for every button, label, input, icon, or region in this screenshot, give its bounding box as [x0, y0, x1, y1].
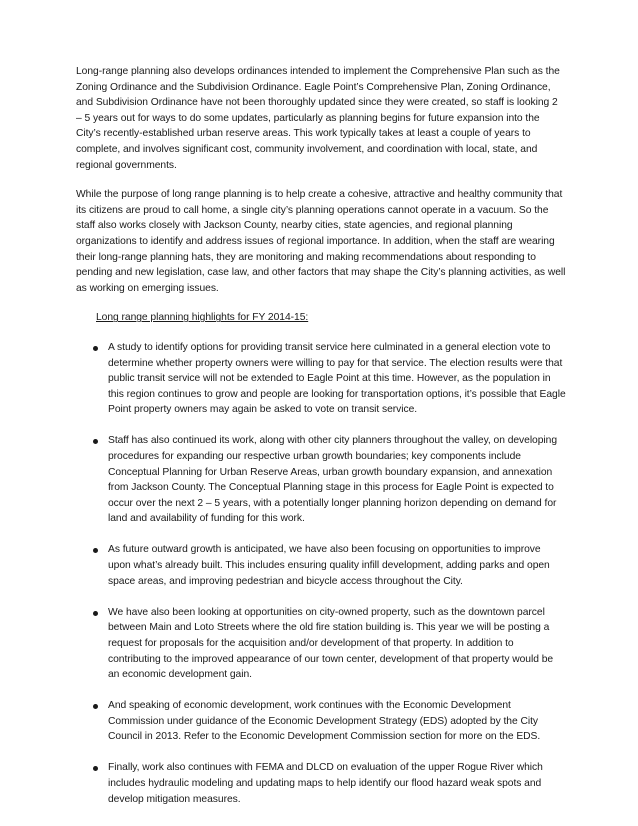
paragraph-ordinances: Long-range planning also develops ordinances intended to implement the Comprehensive Plan such as the Zoning Ordinance and the Subdivision Ordinance. Eagle Point’s Comprehensive Plan, Zoning Ordinance, and Subdivision Ordinance have not been thoroughly updated since they were created, so staff is looking 2 – 5 years out for ways to do some updates, particularly as planning begins for future expansion into the City’s recently-established urban reserve areas. This work typically takes at least a couple of years to complete, and involves significant cost, community involvement, and coordination with local, state, and regional governments. — [76, 66, 560, 171]
list-item — [76, 542, 566, 589]
highlights-list — [76, 340, 566, 807]
bullet-icon — [93, 439, 98, 444]
list-item — [76, 340, 566, 418]
list-item-text: We have also been looking at opportunities on city-owned property, such as the downtown parcel between Main and Loto Streets where the old fire station building is. This year we will be posting a request for proposals for the acquisition and/or development of that property. In addition to contributing to the improved appearance of our town center, development of that property would be an economic development gain. — [108, 606, 554, 681]
list-item-text: And speaking of economic development, work continues with the Economic Development Commission under guidance of the Economic Development Strategy (EDS) adopted by the City Council in 2013. Refer to the Economic Development Commission section for more on the EDS. — [108, 700, 541, 743]
document-page — [76, 64, 566, 823]
list-item — [76, 760, 566, 807]
list-item — [76, 698, 566, 745]
bullet-icon — [93, 766, 98, 771]
list-item-text: As future outward growth is anticipated, we have also been focusing on opportunities to improve upon what’s already built. This includes ensuring quality infill development, adding parks and open space areas, and improving pedestrian and bicycle access throughout the City. — [108, 544, 550, 587]
paragraph-regional-coordination: While the purpose of long range planning is to help create a cohesive, attractive and healthy community that its citizens are proud to call home, a single city’s planning operations cannot operate in a vacuum. So the staff also works closely with Jackson County, nearby cities, state agencies, and regional planning organizations to identify and address issues of regional importance. In addition, when the staff are wearing their long-range planning hats, they are monitoring and making recommendations about responding to pending and new legislation, case law, and other factors that may shape the City’s planning activities, as well as working on emerging issues. — [76, 189, 566, 294]
list-item — [76, 605, 566, 683]
bullet-icon — [93, 346, 98, 351]
list-item-text: A study to identify options for providing transit service here culminated in a general election vote to determine whether property owners were willing to pay for that service. The election results were that public transit service will not be extended to Eagle Point at this time. However, as the population in this region continues to grow and people are looking for transportation options, it’s possible that Eagle Point property owners may again be asked to vote on transit service. — [108, 341, 566, 416]
list-item-text: Staff has also continued its work, along with other city planners throughout the valley, on developing procedures for expanding our respective urban growth boundaries; key components include Conceptual Planning for Urban Reserve Areas, urban growth boundary expansion, and annexation from Jackson County. The Conceptual Planning stage in this process for Eagle Point is expected to occur over the next 2 – 5 years, with a potentially longer planning horizon depending on demand for land and availability of funding for this work. — [108, 435, 558, 525]
bullet-icon — [93, 704, 98, 709]
list-item — [76, 433, 566, 527]
highlights-heading: Long range planning highlights for FY 2014-15: — [96, 312, 309, 324]
bullet-icon — [93, 611, 98, 616]
bullet-icon — [93, 548, 98, 553]
list-item-text: Finally, work also continues with FEMA and DLCD on evaluation of the upper Rogue River which includes hydraulic modeling and updating maps to help identify our flood hazard weak spots and develop mitigation measures. — [108, 762, 543, 805]
